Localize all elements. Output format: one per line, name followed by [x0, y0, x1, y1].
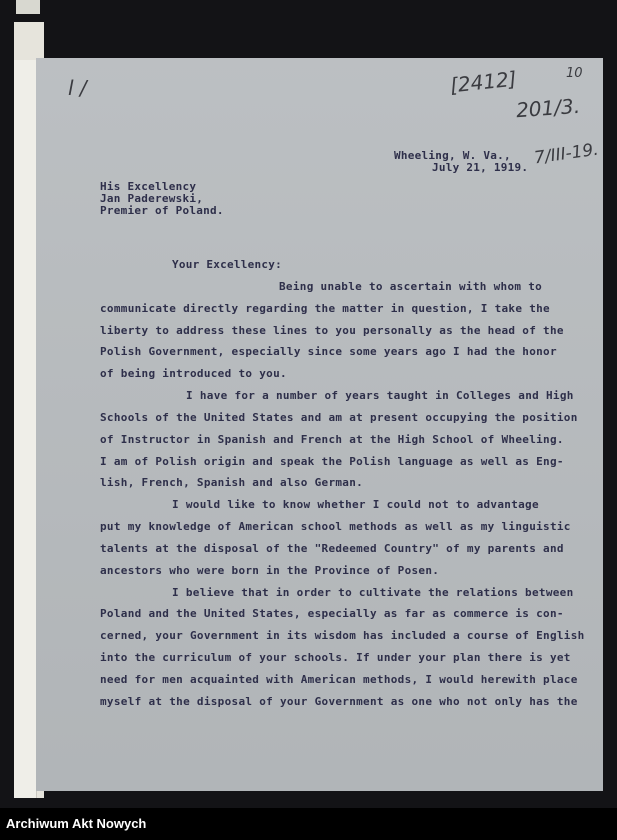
body-line: ancestors who were born in the Province of Posen. — [100, 564, 440, 577]
letter-place: Wheeling, W. Va., — [394, 149, 511, 162]
body-line: of being introduced to you. — [100, 367, 287, 380]
body-line: liberty to address these lines to you personally as the head of the — [100, 324, 564, 337]
body-line: of Instructor in Spanish and French at the High School of Wheeling. — [100, 433, 564, 446]
body-line: need for men acquainted with American methods, I would herewith place — [100, 673, 578, 686]
body-line: I would like to know whether I could not to advantage — [172, 498, 539, 511]
date-note: 7/III-19. — [532, 139, 600, 169]
letter-page — [36, 58, 603, 791]
body-line: into the curriculum of your schools. If under your plan there is yet — [100, 651, 571, 664]
body-line: put my knowledge of American school methods as well as my linguistic — [100, 520, 571, 533]
body-line: Polish Government, especially since some years ago I had the honor — [100, 345, 557, 358]
archive-number: [2412] — [448, 66, 518, 98]
body-line: myself at the disposal of your Government as one who not only has the — [100, 695, 578, 708]
recipient-line: Premier of Poland. — [100, 204, 224, 217]
body-line: I have for a number of years taught in Colleges and High — [186, 389, 574, 402]
folio-number: 201/3. — [515, 93, 581, 123]
salutation: Your Excellency: — [172, 258, 282, 271]
top-left-pencil-mark: l / — [68, 76, 87, 100]
body-line: Schools of the United States and am at present occupying the position — [100, 411, 578, 424]
body-line: lish, French, Spanish and also German. — [100, 476, 364, 489]
archive-footer — [0, 808, 617, 840]
page-stack-inner-edge — [14, 60, 37, 798]
body-line: Being unable to ascertain with whom to — [279, 280, 543, 293]
recipient-line: His Excellency — [100, 180, 197, 193]
letter-date: July 21, 1919. — [432, 161, 529, 174]
body-line: I believe that in order to cultivate the relations between — [172, 586, 574, 599]
body-line: I am of Polish origin and speak the Polish language as well as Eng- — [100, 455, 564, 468]
recipient-line: Jan Paderewski, — [100, 192, 204, 205]
corner-number: 10 — [566, 66, 583, 81]
body-line: communicate directly regarding the matter in question, I take the — [100, 302, 550, 315]
body-line: Poland and the United States, especially as far as commerce is con- — [100, 607, 564, 620]
archive-label: Archiwum Akt Nowych — [6, 816, 147, 831]
body-line: cerned, your Government in its wisdom has included a course of English — [100, 629, 585, 642]
body-line: talents at the disposal of the "Redeemed Country" of my parents and — [100, 542, 564, 555]
binder-tab — [16, 0, 40, 14]
